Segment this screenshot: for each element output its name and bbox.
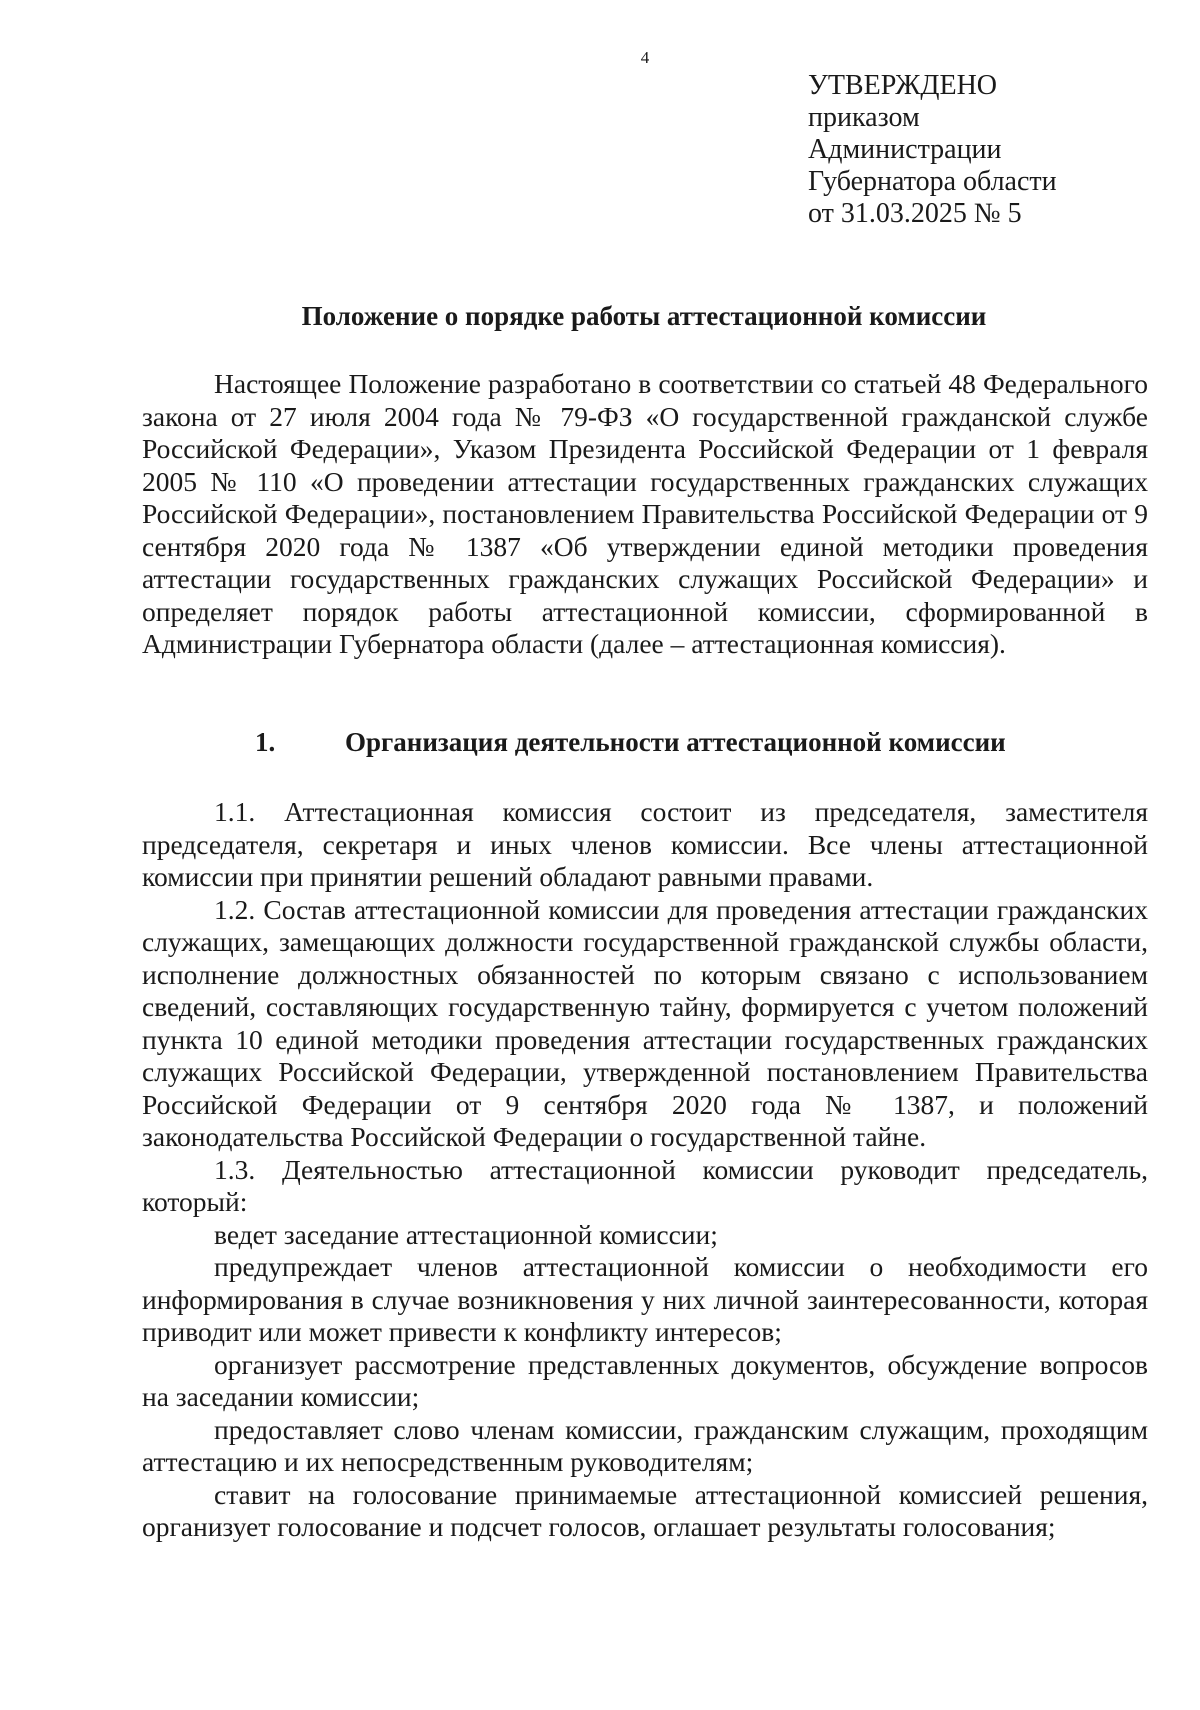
approval-line: от 31.03.2025 № 5 (808, 198, 1022, 229)
approval-line: УТВЕРЖДЕНО (808, 70, 998, 101)
section-number: 1. (255, 727, 276, 757)
section-title: Организация деятельности аттестационной комиссии (345, 727, 1006, 757)
chair-duty-item: предупреждает членов аттестационной комиссии о необходимости его информирования в случае возникновения у них личной заинтересованности, которая приводит или может привести к конфликту интересов; (142, 1251, 1148, 1347)
paragraph-1-2: 1.2. Состав аттестационной комиссии для проведения аттестации гражданских служащих, замещающих должности государственной гражданской службы области, исполнение должностных обязанностей по которым связано с использованием сведений, составляющих государственную тайну, формируется с учетом положений пункта 10 единой методики проведения аттестации государственных гражданских служащих Российской Федерации, утвержденной постановлением Правительства Российской Федерации от 9 сентября 2020 года № 1387, и положений законодательства Российской Федерации о государственной тайне. (142, 893, 1148, 1152)
paragraph-1-3: 1.3. Деятельностью аттестационной комиссии руководит председатель, который: (142, 1153, 1148, 1217)
chair-duty-item: предоставляет слово членам комиссии, гражданским служащим, проходящим аттестацию и их непосредственным руководителям; (142, 1413, 1148, 1477)
intro-block (142, 368, 1148, 661)
section-body (142, 796, 1148, 1544)
page-number: 4 (640, 48, 650, 67)
intro-paragraph: Настоящее Положение разработано в соответствии со статьей 48 Федерального закона от 27 июля 2004 года № 79-ФЗ «О государственной гражданской службе Российской Федерации», Указом Президента Российской Федерации от 1 февраля 2005 № 110 «О проведении аттестации государственных гражданских служащих Российской Федерации», постановлением Правительства Российской Федерации от 9 сентября 2020 года № 1387 «Об утверждении единой методики проведения аттестации государственных гражданских служащих Российской Федерации» и определяет порядок работы аттестационной комиссии, сформированной в Администрации Губернатора области (далее – аттестационная комиссия). (142, 368, 1148, 659)
chair-duty-item: ведет заседание аттестационной комиссии; (214, 1218, 718, 1250)
document-title: Положение о порядке работы аттестационной комиссии (301, 301, 987, 331)
approval-line: Администрации (808, 134, 1002, 165)
approval-line: приказом (808, 102, 920, 133)
chair-duty-item: ставит на голосование принимаемые аттестационной комиссией решения, организует голосование и подсчет голосов, оглашает результаты голосования; (142, 1478, 1148, 1542)
chair-duty-item: организует рассмотрение представленных документов, обсуждение вопросов на заседании комиссии; (142, 1348, 1148, 1412)
approval-block (808, 70, 1057, 230)
approval-line: Губернатора области (808, 166, 1057, 197)
paragraph-1-1: 1.1. Аттестационная комиссия состоит из председателя, заместителя председателя, секретаря и иных членов комиссии. Все члены аттестационной комиссии при принятии решений обладают равными правами. (142, 796, 1148, 892)
